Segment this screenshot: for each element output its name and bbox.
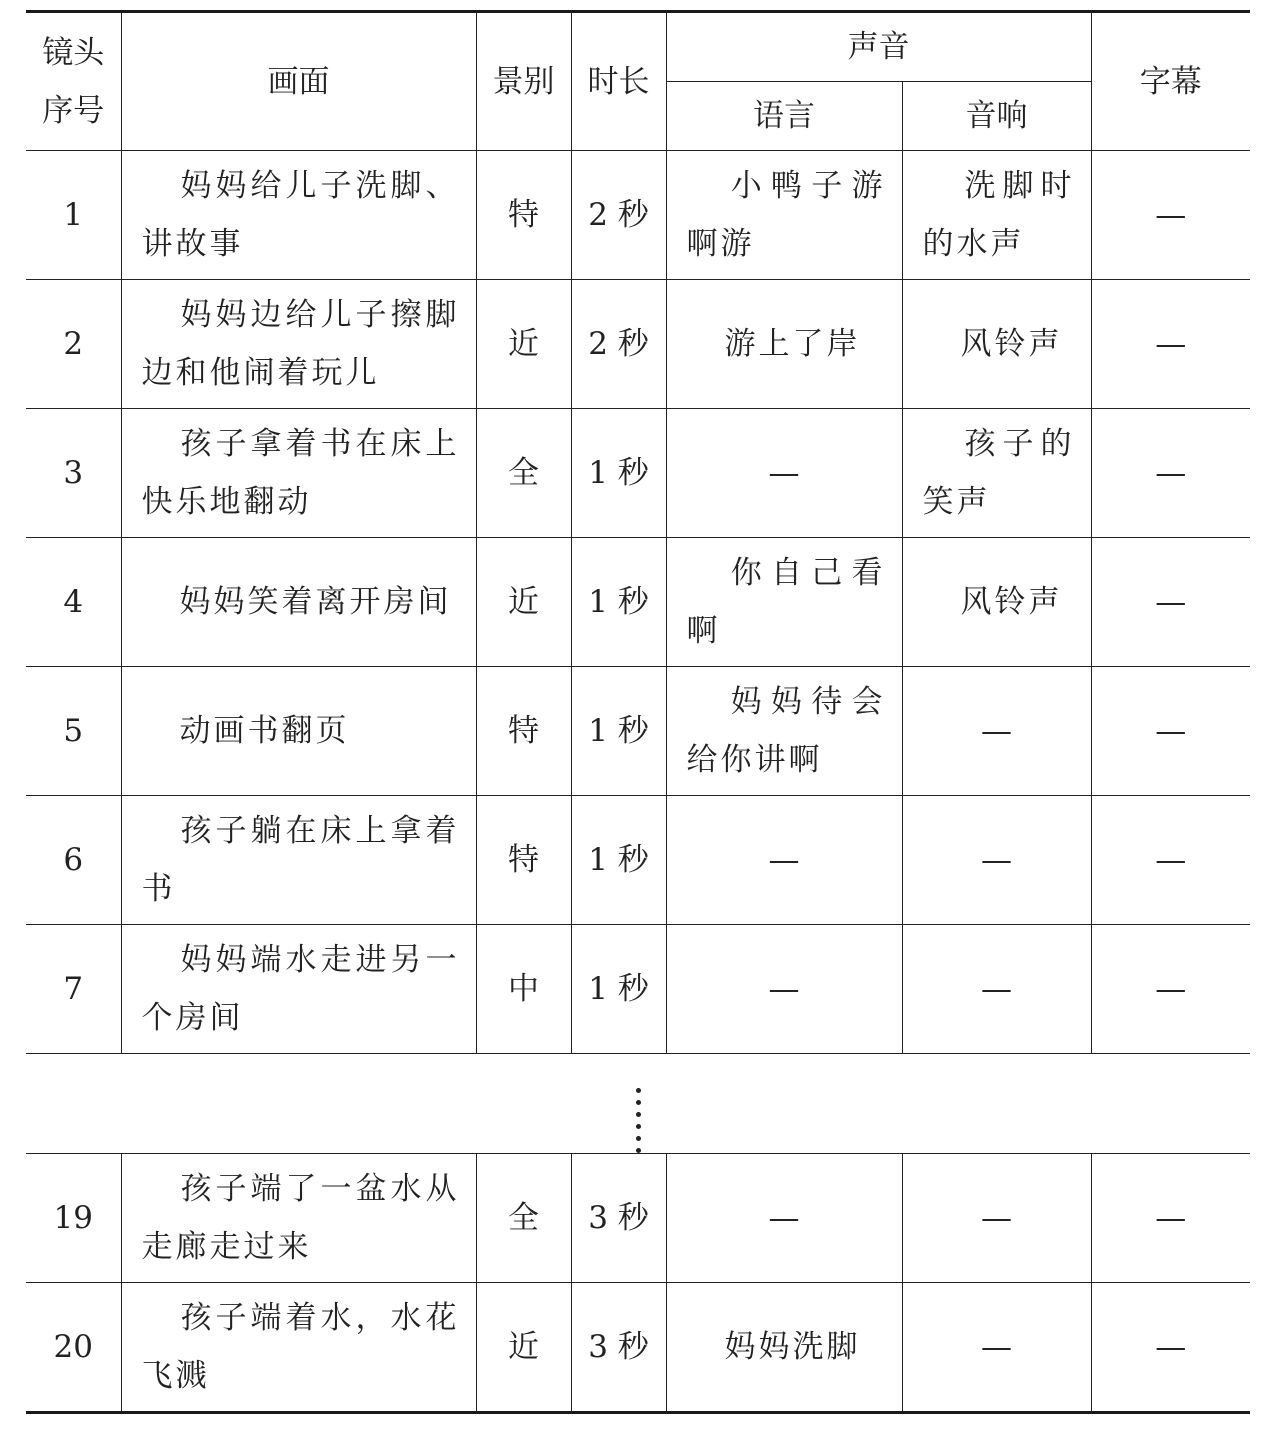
header-speech: 语言	[666, 82, 902, 151]
subtitle-cell: —	[1091, 538, 1250, 667]
table-row	[26, 796, 1250, 925]
effects-cell-text: 风铃声	[960, 584, 1063, 620]
speech-cell	[666, 280, 902, 409]
effects-cell-text: 洗脚时的水声	[922, 168, 1075, 262]
duration-cell: 1 秒	[571, 796, 666, 925]
picture-cell	[121, 538, 476, 667]
effects-cell-text: 孩子的笑声	[922, 426, 1075, 520]
subtitle-cell: —	[1091, 1154, 1250, 1283]
header-sound: 声音	[666, 12, 1091, 82]
table-body-bottom	[26, 1154, 1250, 1413]
effects-cell	[902, 280, 1091, 409]
duration-cell: 3 秒	[571, 1154, 666, 1283]
speech-cell-text: 妈妈洗脚	[724, 1329, 861, 1365]
shot-number-cell: 20	[26, 1283, 121, 1413]
header-shot-number-line2: 序号	[42, 92, 105, 129]
effects-cell	[902, 409, 1091, 538]
shot-number-cell: 1	[26, 151, 121, 280]
duration-cell: 1 秒	[571, 409, 666, 538]
shot-size-cell: 特	[476, 151, 571, 280]
table-row	[26, 1283, 1250, 1413]
effects-cell: —	[902, 1283, 1091, 1413]
speech-cell	[666, 538, 902, 667]
speech-cell	[666, 667, 902, 796]
header-duration: 时长	[571, 12, 666, 151]
header-effects: 音响	[902, 82, 1091, 151]
header-shot-size: 景别	[476, 12, 571, 151]
picture-cell	[121, 151, 476, 280]
duration-cell: 2 秒	[571, 151, 666, 280]
table-row	[26, 925, 1250, 1054]
picture-cell-text: 孩子端了一盆水从走廊走过来	[141, 1171, 460, 1265]
shot-size-cell: 全	[476, 409, 571, 538]
subtitle-cell: —	[1091, 925, 1250, 1054]
header-picture: 画面	[121, 12, 476, 151]
picture-cell-text: 妈妈端水走进另一个房间	[141, 942, 460, 1036]
header-shot-number-line1: 镜头	[42, 34, 105, 71]
header-subtitle: 字幕	[1091, 12, 1250, 151]
shot-size-cell: 特	[476, 796, 571, 925]
shot-size-cell: 中	[476, 925, 571, 1054]
subtitle-cell: —	[1091, 151, 1250, 280]
table-row	[26, 667, 1250, 796]
effects-cell: —	[902, 1154, 1091, 1283]
picture-cell-text: 妈妈给儿子洗脚、讲故事	[141, 168, 460, 262]
effects-cell	[902, 538, 1091, 667]
duration-cell: 3 秒	[571, 1283, 666, 1413]
effects-cell	[902, 151, 1091, 280]
subtitle-cell: —	[1091, 667, 1250, 796]
header-shot-number	[26, 12, 121, 151]
table-row	[26, 538, 1250, 667]
shot-number-cell: 2	[26, 280, 121, 409]
table-gap	[26, 1054, 1250, 1154]
speech-cell: —	[666, 796, 902, 925]
vertical-ellipsis-icon	[636, 1088, 641, 1153]
picture-cell	[121, 280, 476, 409]
speech-cell	[666, 151, 902, 280]
effects-cell: —	[902, 925, 1091, 1054]
shot-size-cell: 近	[476, 280, 571, 409]
subtitle-cell: —	[1091, 796, 1250, 925]
shot-size-cell: 全	[476, 1154, 571, 1283]
picture-cell	[121, 796, 476, 925]
duration-cell: 2 秒	[571, 280, 666, 409]
picture-cell	[121, 667, 476, 796]
picture-cell-text: 孩子躺在床上拿着书	[141, 813, 460, 907]
picture-cell	[121, 1283, 476, 1413]
shot-size-cell: 近	[476, 1283, 571, 1413]
picture-cell-text: 孩子拿着书在床上快乐地翻动	[141, 426, 460, 520]
table-row	[26, 1154, 1250, 1283]
speech-cell-text: 小鸭子游啊游	[686, 168, 886, 262]
speech-cell-text: 妈妈待会给你讲啊	[686, 684, 886, 778]
shot-number-cell: 3	[26, 409, 121, 538]
ellipsis-row	[26, 1054, 1250, 1154]
speech-cell	[666, 1283, 902, 1413]
effects-cell: —	[902, 667, 1091, 796]
speech-cell: —	[666, 409, 902, 538]
picture-cell-text: 动画书翻页	[179, 713, 350, 749]
duration-cell: 1 秒	[571, 538, 666, 667]
picture-cell	[121, 1154, 476, 1283]
storyboard-table	[26, 10, 1250, 1414]
picture-cell-text: 妈妈笑着离开房间	[179, 584, 452, 620]
table-row	[26, 151, 1250, 280]
table-row	[26, 409, 1250, 538]
picture-cell-text: 妈妈边给儿子擦脚边和他闹着玩儿	[141, 297, 460, 391]
subtitle-cell: —	[1091, 280, 1250, 409]
table-row	[26, 280, 1250, 409]
shot-size-cell: 特	[476, 667, 571, 796]
picture-cell	[121, 409, 476, 538]
speech-cell-text: 游上了岸	[724, 326, 861, 362]
picture-cell-text: 孩子端着水，水花飞溅	[141, 1300, 460, 1394]
speech-cell-text: 你自己看啊	[686, 555, 886, 649]
speech-cell: —	[666, 925, 902, 1054]
duration-cell: 1 秒	[571, 667, 666, 796]
subtitle-cell: —	[1091, 409, 1250, 538]
picture-cell	[121, 925, 476, 1054]
shot-size-cell: 近	[476, 538, 571, 667]
shot-number-cell: 4	[26, 538, 121, 667]
shot-number-cell: 7	[26, 925, 121, 1054]
subtitle-cell: —	[1091, 1283, 1250, 1413]
effects-cell: —	[902, 796, 1091, 925]
speech-cell: —	[666, 1154, 902, 1283]
table-body-top	[26, 151, 1250, 1054]
shot-number-cell: 19	[26, 1154, 121, 1283]
duration-cell: 1 秒	[571, 925, 666, 1054]
effects-cell-text: 风铃声	[960, 326, 1063, 362]
shot-number-cell: 5	[26, 667, 121, 796]
shot-number-cell: 6	[26, 796, 121, 925]
